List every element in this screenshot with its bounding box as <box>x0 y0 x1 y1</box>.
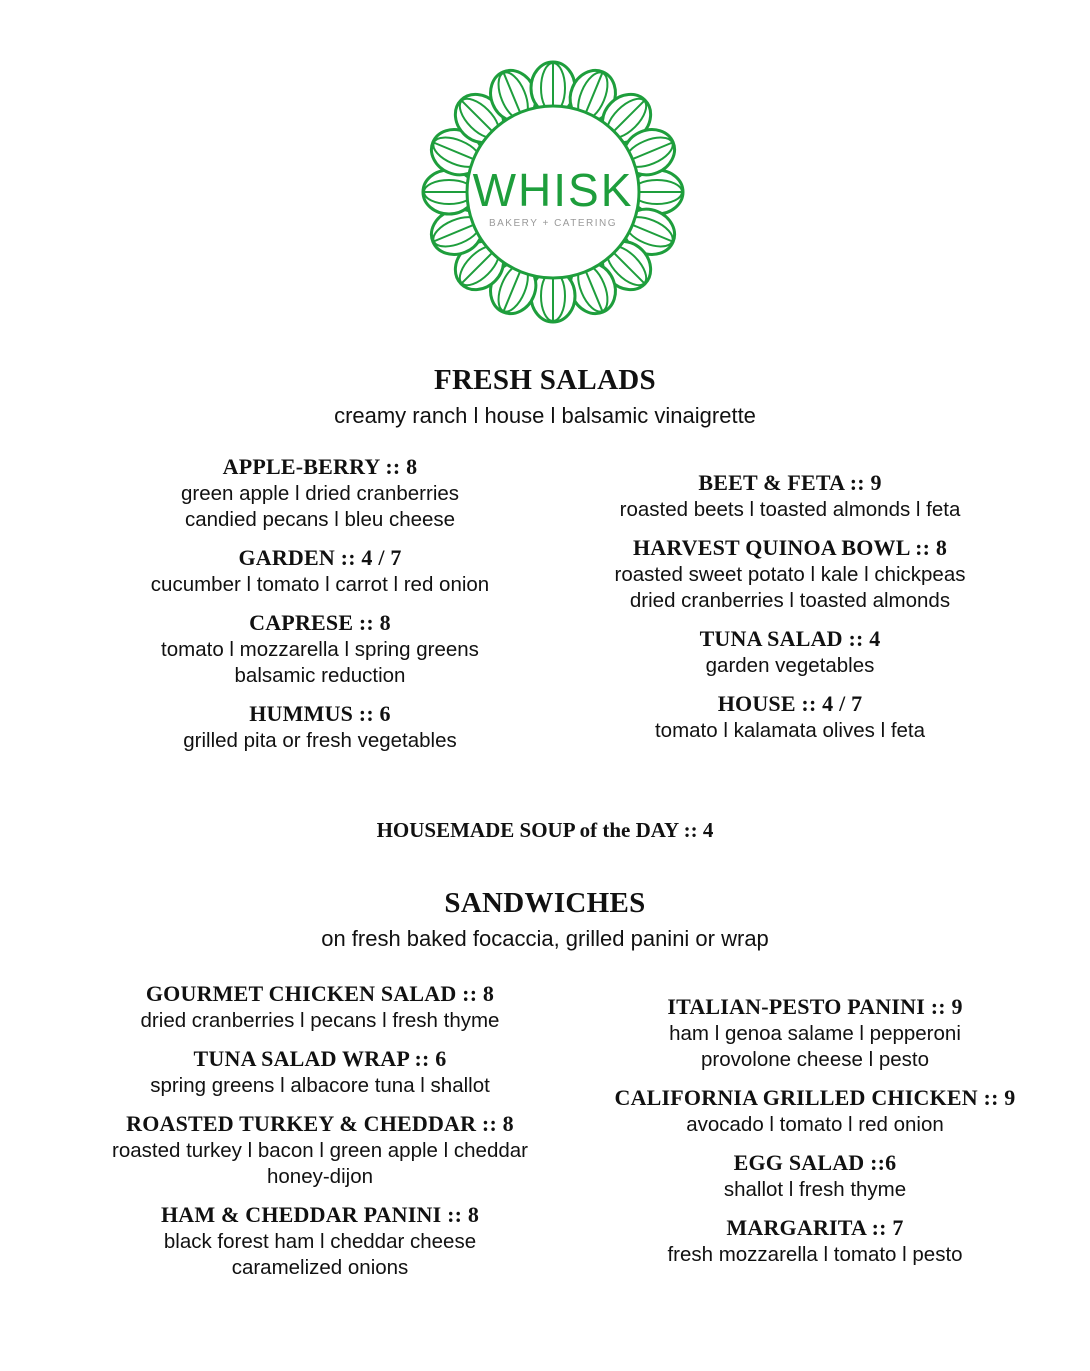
menu-item-description: roasted turkey l bacon l green apple l cheddar <box>112 1139 528 1162</box>
menu-item-description: dried cranberries l pecans l fresh thyme <box>140 1009 500 1032</box>
menu-item <box>90 544 550 598</box>
menu-item-description: candied pecans l bleu cheese <box>184 508 456 531</box>
logo-tagline: BAKERY + CATERING <box>488 218 618 229</box>
menu-item-title: GARDEN :: 4 / 7 <box>238 545 402 570</box>
menu-item-title: TUNA SALAD :: 4 <box>699 626 881 651</box>
salads-subtitle: creamy ranch l house l balsamic vinaigrette <box>334 403 756 428</box>
menu-item-title: MARGARITA :: 7 <box>726 1215 904 1240</box>
menu-item-title: APPLE-BERRY :: 8 <box>222 454 418 479</box>
menu-item-description: honey-dijon <box>267 1165 373 1188</box>
menu-item <box>560 625 1020 679</box>
menu-item-description: roasted sweet potato l kale l chickpeas <box>614 563 966 586</box>
menu-item-title: HOUSE :: 4 / 7 <box>717 691 863 716</box>
menu-item-description: tomato l kalamata olives l feta <box>654 719 926 742</box>
menu-item-title: EGG SALAD ::6 <box>733 1150 897 1175</box>
menu-item-title: GOURMET CHICKEN SALAD :: 8 <box>145 981 495 1006</box>
logo-name: WHISK <box>472 164 634 216</box>
menu-item-description: garden vegetables <box>705 654 875 677</box>
menu-item-title: BEET & FETA :: 9 <box>698 470 882 495</box>
menu-item-description: tomato l mozzarella l spring greens <box>161 638 479 661</box>
whisk-logo <box>420 60 686 324</box>
menu-item-description: grilled pita or fresh vegetables <box>183 729 457 752</box>
soup-of-the-day: HOUSEMADE SOUP of the DAY :: 4 <box>376 818 714 842</box>
menu-item-description: balsamic reduction <box>234 664 406 687</box>
menu-item <box>580 993 1050 1073</box>
menu-item <box>560 690 1020 744</box>
menu-item <box>80 980 560 1034</box>
menu-item-title: HAM & CHEDDAR PANINI :: 8 <box>160 1202 480 1227</box>
menu-item-title: CAPRESE :: 8 <box>249 610 391 635</box>
menu-item <box>80 1110 560 1190</box>
salads-title: FRESH SALADS <box>434 364 656 396</box>
menu-item-description: roasted beets l toasted almonds l feta <box>619 498 961 521</box>
menu-item <box>90 453 550 533</box>
menu-item-description: ham l genoa salame l pepperoni <box>669 1022 961 1045</box>
menu-item-description: cucumber l tomato l carrot l red onion <box>150 573 490 596</box>
menu-item-description: caramelized onions <box>231 1256 409 1279</box>
menu-item-description: fresh mozzarella l tomato l pesto <box>667 1243 963 1266</box>
menu-item <box>580 1214 1050 1268</box>
menu-item <box>580 1084 1050 1138</box>
menu-item <box>90 609 550 689</box>
menu-item-description: provolone cheese l pesto <box>701 1048 929 1071</box>
menu-item <box>90 700 550 754</box>
menu-item-description: black forest ham l cheddar cheese <box>163 1230 477 1253</box>
menu-item-description: spring greens l albacore tuna l shallot <box>150 1074 490 1097</box>
menu-item-title: ITALIAN-PESTO PANINI :: 9 <box>667 994 963 1019</box>
menu-item-description: avocado l tomato l red onion <box>686 1113 944 1136</box>
menu-item-title: TUNA SALAD WRAP :: 6 <box>193 1046 447 1071</box>
menu-item <box>560 534 1020 614</box>
menu-item <box>580 1149 1050 1203</box>
sandwiches-left-column <box>80 980 560 1292</box>
menu-item-description: green apple l dried cranberries <box>180 482 460 505</box>
menu-item-title: ROASTED TURKEY & CHEDDAR :: 8 <box>126 1111 514 1136</box>
sandwiches-right-column <box>580 993 1050 1279</box>
menu-item <box>560 469 1020 523</box>
menu-item-description: dried cranberries l toasted almonds <box>629 589 951 612</box>
menu-item <box>80 1201 560 1281</box>
logo-ring-icon <box>420 60 686 324</box>
menu-item-description: shallot l fresh thyme <box>723 1178 907 1201</box>
salads-right-column <box>560 469 1020 755</box>
menu-item-title: HARVEST QUINOA BOWL :: 8 <box>632 535 948 560</box>
menu-item-title: CALIFORNIA GRILLED CHICKEN :: 9 <box>614 1085 1016 1110</box>
sandwiches-title: SANDWICHES <box>444 887 646 919</box>
sandwiches-subtitle: on fresh baked focaccia, grilled panini or wrap <box>321 926 769 951</box>
menu-item-title: HUMMUS :: 6 <box>249 701 391 726</box>
menu-item <box>80 1045 560 1099</box>
salads-left-column <box>90 453 550 765</box>
